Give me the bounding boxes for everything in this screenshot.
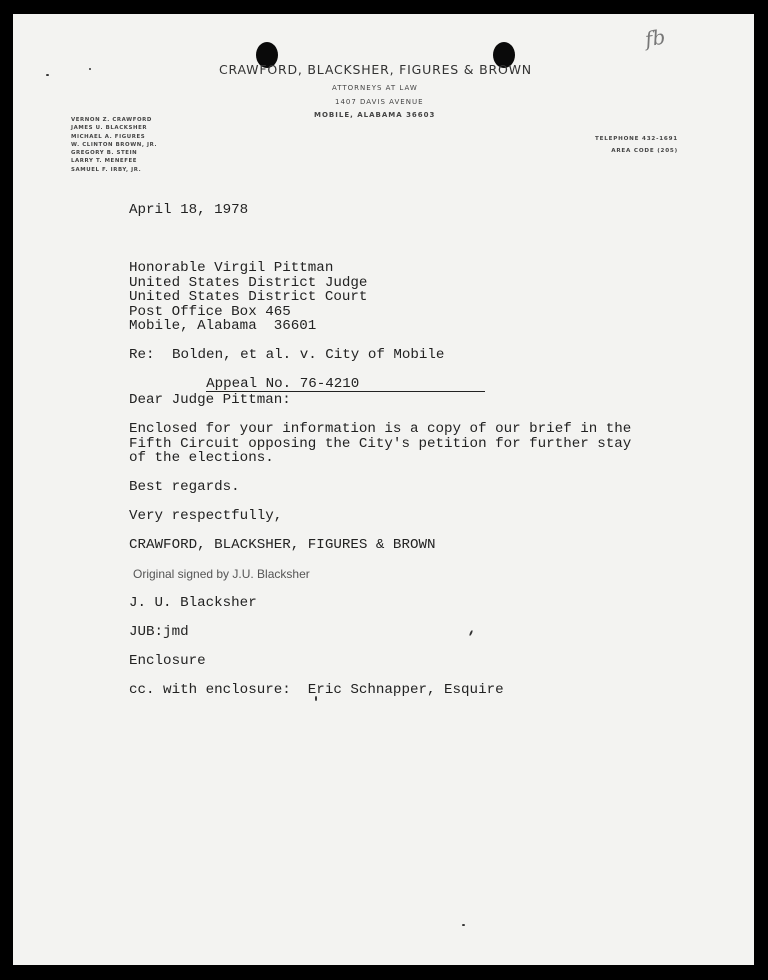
speck (469, 630, 473, 636)
re-case-line: Bolden, et al. v. City of Mobile (172, 347, 445, 363)
body-line: of the elections. (129, 450, 274, 466)
telephone: TELEPHONE 432-1691 (595, 136, 678, 142)
partner-name: GREGORY B. STEIN (71, 150, 138, 157)
letterhead-subtitle: ATTORNEYS AT LAW (332, 84, 418, 92)
firm-signature: CRAWFORD, BLACKSHER, FIGURES & BROWN (129, 537, 436, 553)
recipient-line: United States District Court (129, 289, 368, 305)
speck (462, 924, 465, 926)
partner-name: VERNON Z. CRAWFORD (71, 117, 152, 123)
re-label: Re: (129, 347, 155, 363)
partner-name: LARRY T. MENEFEE (71, 158, 138, 165)
signature-stamp: Original signed by J.U. Blacksher (133, 567, 310, 581)
partner-name: JAMES U. BLACKSHER (71, 125, 148, 132)
speck (89, 68, 91, 70)
body-line: Enclosed for your information is a copy of our brief in the (129, 421, 632, 437)
partner-list (71, 116, 157, 174)
appeal-number: Appeal No. 76-4210 (206, 377, 485, 393)
handwritten-mark: fb (643, 24, 667, 52)
typist-initials: JUB:jmd (129, 624, 189, 640)
firm-name-header: CRAWFORD, BLACKSHER, FIGURES & BROWN (219, 62, 532, 77)
enclosure-note: Enclosure (129, 653, 206, 669)
letter-page (13, 14, 754, 965)
letterhead-city: MOBILE, ALABAMA 36603 (314, 111, 436, 119)
speck (46, 74, 49, 76)
salutation: Dear Judge Pittman: (129, 392, 291, 408)
telephone-block (595, 133, 678, 157)
letterhead-address: 1407 DAVIS AVENUE (335, 98, 424, 106)
partner-name: W. CLINTON BROWN, JR. (71, 141, 158, 148)
recipient-line: United States District Judge (129, 275, 368, 291)
letter-date: April 18, 1978 (129, 202, 249, 218)
closing: Very respectfully, (129, 508, 283, 524)
area-code: AREA CODE (205) (611, 148, 678, 154)
partner-name: MICHAEL A. FIGURES (71, 133, 146, 140)
body-line: Fifth Circuit opposing the City's petition for further stay (129, 436, 632, 452)
partner-name: SAMUEL F. IRBY, JR. (71, 166, 142, 173)
cc-line: cc. with enclosure: Eric Schnapper, Esquire (129, 682, 504, 698)
recipient-line: Post Office Box 465 (129, 304, 291, 320)
recipient-line: Honorable Virgil Pittman (129, 260, 334, 276)
regards: Best regards. (129, 479, 240, 495)
recipient-line: Mobile, Alabama 36601 (129, 318, 317, 334)
signer-name: J. U. Blacksher (129, 595, 257, 611)
